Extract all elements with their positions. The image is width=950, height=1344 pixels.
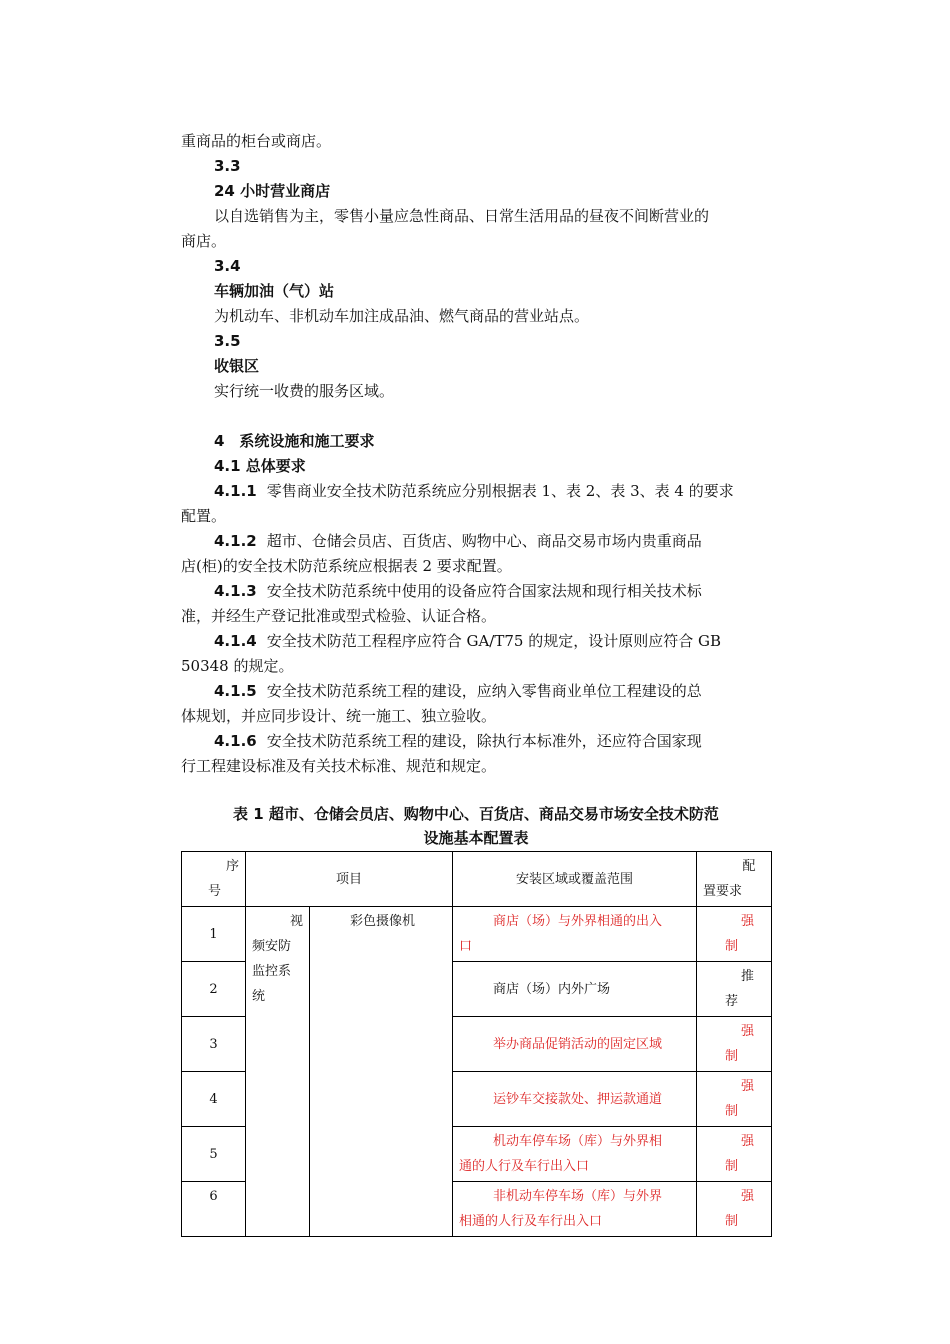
table-header-row [182, 852, 772, 907]
row-req-2: 制 [725, 1104, 739, 1119]
clause-text: 零售商业安全技术防范系统应分别根据表 1、表 2、表 3、表 4 的要求 [266, 482, 734, 500]
table-caption: 表 1 超市、仓储会员店、购物中心、百货店、商品交易市场安全技术防范 [233, 805, 719, 823]
row-seq: 4 [182, 1072, 246, 1127]
row-req-1: 强 [741, 1134, 755, 1149]
term-number: 3.5 [214, 332, 241, 350]
row-req-1: 强 [741, 1079, 755, 1094]
term-definition: 实行统一收费的服务区域。 [214, 382, 395, 400]
subsection-heading: 4.1 总体要求 [214, 457, 306, 475]
row-area-2: 口 [459, 939, 473, 954]
clause-text: 安全技术防范系统中使用的设备应符合国家法规和现行相关技术标 [266, 582, 702, 600]
row-req-1: 强 [741, 1024, 755, 1039]
row-area [453, 1127, 697, 1182]
section-heading: 4 系统设施和施工要求 [214, 432, 375, 450]
term-title: 车辆加油（气）站 [214, 282, 335, 300]
row-req-2: 制 [725, 1159, 739, 1174]
row-req [697, 907, 772, 962]
row-area-1: 机动车停车场（库）与外界相 [493, 1134, 663, 1149]
system-label-2: 频安防 [252, 939, 292, 954]
clause-cont: 店(柜)的安全技术防范系统应根据表 2 要求配置。 [181, 557, 512, 575]
clause-cont: 50348 的规定。 [181, 657, 294, 675]
row-req-2: 制 [725, 1049, 739, 1064]
header-req-2: 置要求 [703, 884, 743, 899]
clause-line [214, 529, 702, 554]
term-definition-cont: 商店。 [181, 232, 227, 250]
clause-cont: 行工程建设标准及有关技术标准、规范和规定。 [181, 757, 497, 775]
intro-continuation: 重商品的柜台或商店。 [181, 132, 332, 150]
row-req-1: 推 [741, 969, 755, 984]
row-area-1: 非机动车停车场（库）与外界 [493, 1189, 663, 1204]
clause-number: 4.1.4 [214, 632, 257, 650]
row-area [453, 1182, 697, 1237]
term-definition: 为机动车、非机动车加注成品油、燃气商品的营业站点。 [214, 307, 590, 325]
row-seq: 3 [182, 1017, 246, 1072]
row-req-1: 强 [741, 1189, 755, 1204]
row-area-1: 商店（场）与外界相通的出入 [493, 914, 663, 929]
table-row [182, 907, 772, 962]
row-seq: 1 [182, 907, 246, 962]
clause-number: 4.1.6 [214, 732, 257, 750]
config-table [181, 851, 772, 1237]
clause-number: 4.1.5 [214, 682, 257, 700]
clause-cont: 配置。 [181, 507, 227, 525]
row-req [697, 1182, 772, 1237]
term-title: 收银区 [214, 357, 260, 375]
header-area: 安装区域或覆盖范围 [453, 852, 697, 907]
term-number: 3.4 [214, 257, 241, 275]
header-item: 项目 [246, 852, 453, 907]
table-caption-cont: 设施基本配置表 [423, 829, 529, 847]
clause-cont: 体规划，并应同步设计、统一施工、独立验收。 [181, 707, 497, 725]
system-label-4: 统 [252, 989, 266, 1004]
row-area: 运钞车交接款处、押运款通道 [453, 1072, 697, 1127]
clause-line [214, 679, 702, 704]
term-definition: 以自选销售为主，零售小量应急性商品、日常生活用品的昼夜不间断营业的 [214, 207, 710, 225]
device-cell: 彩色摄像机 [310, 907, 453, 1237]
header-seq [182, 852, 246, 907]
header-req [697, 852, 772, 907]
clause-number: 4.1.2 [214, 532, 257, 550]
clause-cont: 准，并经生产登记批准或型式检验、认证合格。 [181, 607, 497, 625]
row-seq: 5 [182, 1127, 246, 1182]
row-req-2: 荐 [725, 994, 739, 1009]
row-req [697, 962, 772, 1017]
system-label-1: 视 [289, 914, 303, 929]
clause-text: 安全技术防范系统工程的建设，应纳入零售商业单位工程建设的总 [266, 682, 702, 700]
row-req-2: 制 [725, 1214, 739, 1229]
clause-line [214, 479, 734, 504]
clause-line [214, 579, 702, 604]
system-label-3: 监控系 [252, 964, 292, 979]
term-number: 3.3 [214, 157, 241, 175]
row-req-2: 制 [725, 939, 739, 954]
row-req [697, 1072, 772, 1127]
clause-text: 超市、仓储会员店、百货店、购物中心、商品交易市场内贵重商品 [266, 532, 702, 550]
row-seq: 6 [182, 1182, 246, 1237]
row-seq: 2 [182, 962, 246, 1017]
system-cell [246, 907, 310, 1237]
row-req [697, 1127, 772, 1182]
row-area: 举办商品促销活动的固定区域 [453, 1017, 697, 1072]
header-req-1: 配 [742, 859, 756, 874]
row-area-2: 相通的人行及车行出入口 [459, 1214, 603, 1229]
row-req-1: 强 [741, 914, 755, 929]
clause-number: 4.1.1 [214, 482, 257, 500]
clause-text: 安全技术防范系统工程的建设，除执行本标准外，还应符合国家现 [266, 732, 702, 750]
clause-number: 4.1.3 [214, 582, 257, 600]
clause-line [214, 729, 702, 754]
header-seq-2: 号 [208, 884, 222, 899]
row-area [453, 907, 697, 962]
term-title: 24 小时营业商店 [214, 182, 331, 200]
clause-text: 安全技术防范工程程序应符合 GA/T75 的规定，设计原则应符合 GB [266, 632, 721, 650]
header-seq-1: 序 [225, 859, 239, 874]
row-area: 商店（场）内外广场 [453, 962, 697, 1017]
row-req [697, 1017, 772, 1072]
row-area-2: 通的人行及车行出入口 [459, 1159, 590, 1174]
clause-line [214, 629, 721, 654]
